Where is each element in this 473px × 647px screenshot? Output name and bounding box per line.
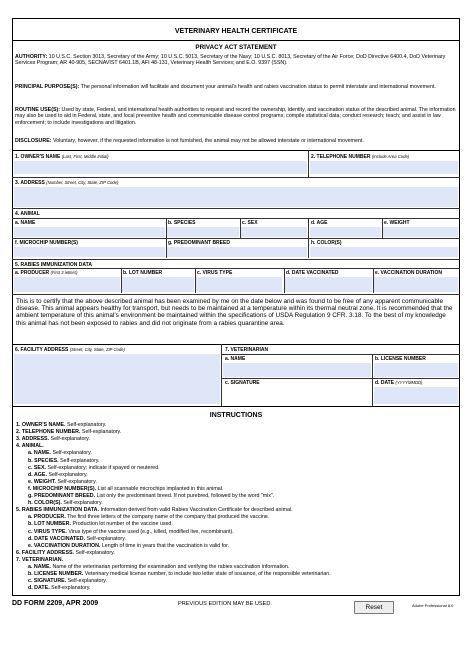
certification-statement: This is to certify that the above described animal has been examined by me on the date below and was found to be free of any apparent communicable disease. This animal appears healthy for transport, but needs to be maintained at a temperature within its thermal neutral zone. It is recommended that the ambient temperature of this animal's environment be maintained within the specifications of USDA Regulation 9 CFR. 3.18. To the best of my knowledge this animal has not been exposed to rabies and did not originate from a rabies quarantine area. bbox=[16, 298, 453, 327]
instruction-line: a. PRODUCER. The first three letters of the company name of the company that produced the vaccine. bbox=[28, 514, 270, 521]
edition-note: PREVIOUS EDITION MAY BE USED. bbox=[178, 601, 272, 607]
animal-section-label: 4. ANIMAL bbox=[15, 211, 40, 217]
signature-label: c. SIGNATURE bbox=[225, 380, 260, 386]
age-field[interactable] bbox=[310, 227, 381, 237]
divider bbox=[372, 354, 373, 406]
instruction-line: d. DATE. Self-explanatory. bbox=[28, 585, 91, 592]
divider bbox=[308, 150, 309, 177]
routine-use-paragraph: ROUTINE USE(S): Used by state, Federal, and international health authorities to request and record the ownership, identity, and vaccination status of the described animal. The information may also be used to aid in Federal, state, and local preventive health and communicable disease control programs; compile statistical data; conduct research; teach; and assist in law enforcement; to include investigations and litigation. bbox=[15, 107, 456, 126]
divider bbox=[166, 218, 167, 238]
microchip-label: f. MICROCHIP NUMBER(S) bbox=[15, 240, 78, 246]
breed-field[interactable] bbox=[167, 247, 307, 257]
instruction-line: e. WEIGHT. Self-explanatory. bbox=[28, 478, 97, 485]
instruction-line: f. MICROCHIP NUMBER(S). List all scannable microchips implanted in this animal. bbox=[28, 485, 224, 492]
virus-type-label: c. VIRUS TYPE bbox=[197, 270, 233, 276]
instruction-line: b. LICENSE NUMBER. Veterinary medical license number, to include two letter state of issuance, of the responsible veterinarian. bbox=[28, 571, 331, 578]
address-field[interactable] bbox=[14, 187, 458, 207]
sex-field[interactable] bbox=[241, 227, 307, 237]
animal-name-label: a. NAME bbox=[15, 220, 36, 226]
address-label: 3. ADDRESS (Number, Street, City, State, ZIP Code) bbox=[15, 180, 119, 186]
instruction-line: c. SEX. Self-explanatory; indicate if spayed or neutered. bbox=[28, 464, 160, 471]
lot-number-label: b. LOT NUMBER bbox=[123, 270, 163, 276]
producer-field[interactable] bbox=[14, 277, 120, 292]
date-vaccinated-label: d. DATE VACCINATED bbox=[286, 270, 339, 276]
animal-name-field[interactable] bbox=[14, 227, 165, 237]
form-title: VETERINARY HEALTH CERTIFICATE bbox=[174, 28, 298, 35]
divider bbox=[12, 406, 460, 407]
form-id: DD FORM 2209, APR 2009 bbox=[12, 600, 99, 607]
color-label: h. COLOR(S) bbox=[311, 240, 342, 246]
privacy-title: PRIVACY ACT STATEMENT bbox=[195, 44, 277, 51]
vet-name-field[interactable] bbox=[223, 363, 371, 377]
date-vaccinated-field[interactable] bbox=[285, 277, 372, 292]
divider bbox=[12, 238, 460, 239]
vaccination-duration-field[interactable] bbox=[374, 277, 458, 292]
microchip-field[interactable] bbox=[14, 247, 165, 257]
instruction-line: d. DATE VACCINATED. Self-explanatory. bbox=[28, 535, 126, 542]
divider bbox=[121, 268, 122, 293]
weight-label: e. WEIGHT bbox=[384, 220, 410, 226]
divider bbox=[12, 294, 460, 295]
instruction-line: c. VIRUS TYPE. Virus type of the vaccine used (e.g., killed, modified live, recombinant). bbox=[28, 528, 234, 535]
divider bbox=[12, 218, 460, 219]
disclosure-paragraph: DISCLOSURE: Voluntary, however, if the requested information is not furnished, the animal may not be allowed interstate or international movement. bbox=[15, 138, 364, 144]
purpose-paragraph: PRINCIPAL PURPOSE(S): The personal information will facilitate and document your animal's health and rabies vaccination status to permit interstate and international movement. bbox=[15, 84, 436, 90]
divider bbox=[373, 268, 374, 293]
divider bbox=[382, 218, 383, 238]
producer-label: a. PRODUCER (First 3 letters) bbox=[15, 270, 78, 276]
instruction-line: 7. VETERINARIAN. bbox=[16, 556, 64, 563]
date-field[interactable] bbox=[374, 387, 458, 404]
vaccination-duration-label: e. VACCINATION DURATION bbox=[375, 270, 442, 276]
divider bbox=[221, 378, 460, 379]
divider bbox=[12, 268, 460, 269]
veterinarian-section-label: 7. VETERINARIAN bbox=[225, 347, 269, 353]
divider bbox=[221, 354, 460, 355]
instruction-line: b. SPECIES. Self-explanatory. bbox=[28, 457, 100, 464]
instruction-line: b. LOT NUMBER. Production lot number of the vaccine used. bbox=[28, 521, 173, 528]
instruction-line: 2. TELEPHONE NUMBER. Self-explanatory. bbox=[16, 429, 122, 436]
divider bbox=[195, 268, 196, 293]
instruction-line: a. NAME. Self-explanatory. bbox=[28, 450, 92, 457]
license-number-label: b. LICENSE NUMBER bbox=[375, 356, 426, 362]
divider bbox=[240, 218, 241, 238]
instruction-line: d. AGE. Self-explanatory. bbox=[28, 471, 88, 478]
divider bbox=[12, 208, 460, 209]
rabies-section-label: 5. RABIES IMMUNIZATION DATA bbox=[15, 262, 92, 268]
divider bbox=[12, 40, 460, 41]
virus-type-field[interactable] bbox=[196, 277, 282, 292]
instruction-line: 5. RABIES IMMUNIZATION DATA. Information derived from valid Rabies Vaccination Certificate for described animal. bbox=[16, 507, 293, 514]
instruction-line: 3. ADDRESS. Self-explanatory. bbox=[16, 436, 90, 443]
owner-name-label: 1. OWNER'S NAME (Last, First, Middle Initial) bbox=[15, 154, 109, 160]
reset-button[interactable]: Reset bbox=[354, 601, 394, 614]
instruction-line: c. SIGNATURE. Self-explanatory. bbox=[28, 578, 107, 585]
owner-name-field[interactable] bbox=[14, 161, 307, 174]
date-label: d. DATE (YYYYMMDD) bbox=[375, 380, 423, 386]
instruction-line: 1. OWNER'S NAME. Self-explanatory. bbox=[16, 422, 107, 428]
species-field[interactable] bbox=[167, 227, 239, 237]
divider bbox=[12, 344, 460, 345]
instruction-line: h. COLOR(S). Self-explanatory. bbox=[28, 500, 103, 507]
weight-field[interactable] bbox=[383, 227, 458, 237]
instruction-line: 6. FACILITY ADDRESS. Self-explanatory. bbox=[16, 549, 115, 556]
telephone-label: 2. TELEPHONE NUMBER (Include Area Code) bbox=[311, 154, 410, 160]
lot-number-field[interactable] bbox=[122, 277, 194, 292]
divider bbox=[12, 259, 460, 260]
telephone-field[interactable] bbox=[310, 161, 458, 174]
divider bbox=[308, 238, 309, 258]
color-field[interactable] bbox=[310, 247, 458, 257]
vet-name-label: a. NAME bbox=[225, 356, 246, 362]
age-label: d. AGE bbox=[311, 220, 328, 226]
software-note: Adobe Professional 8.0 bbox=[412, 603, 454, 608]
divider bbox=[12, 150, 460, 151]
instruction-line: e. VACCINATION DURATION. Length of time in years that the vaccination is valid for. bbox=[28, 542, 230, 549]
breed-label: g. PREDOMINANT BREED bbox=[168, 240, 230, 246]
divider bbox=[166, 238, 167, 258]
instruction-line: g. PREDOMINANT BREED. List only the predominant breed. If not purebred, followed by the word "mix". bbox=[28, 493, 275, 499]
divider bbox=[12, 177, 460, 178]
instruction-line: 4. ANIMAL. bbox=[16, 443, 44, 450]
instructions-title: INSTRUCTIONS bbox=[209, 412, 263, 419]
divider bbox=[308, 218, 309, 238]
species-label: b. SPECIES bbox=[168, 220, 196, 226]
divider bbox=[284, 268, 285, 293]
instruction-line: a. NAME. Name of the veterinarian performing the examination and verifying the rabies vaccination information. bbox=[28, 564, 290, 570]
license-number-field[interactable] bbox=[374, 363, 458, 377]
facility-address-field[interactable] bbox=[14, 354, 220, 404]
facility-address-label: 6. FACILITY ADDRESS (Street, City, State, ZIP Code) bbox=[15, 347, 125, 353]
authority-paragraph: AUTHORITY: 10 U.S.C. Section 3013, Secretary of the Army; 10 U.S.C. 5013, Secretary of the Navy; 10 U.S.C. 8013, Secretary of the Air Force; DoD Directive 6400.4, DoD Veterinary Services Program; AR 40-905, SECNAVIST 6401.1B, AFI 48-131, Veterinary Health Services; and E.O. 9397 (SSN). bbox=[15, 54, 446, 67]
sex-label: c. SEX bbox=[242, 220, 258, 226]
